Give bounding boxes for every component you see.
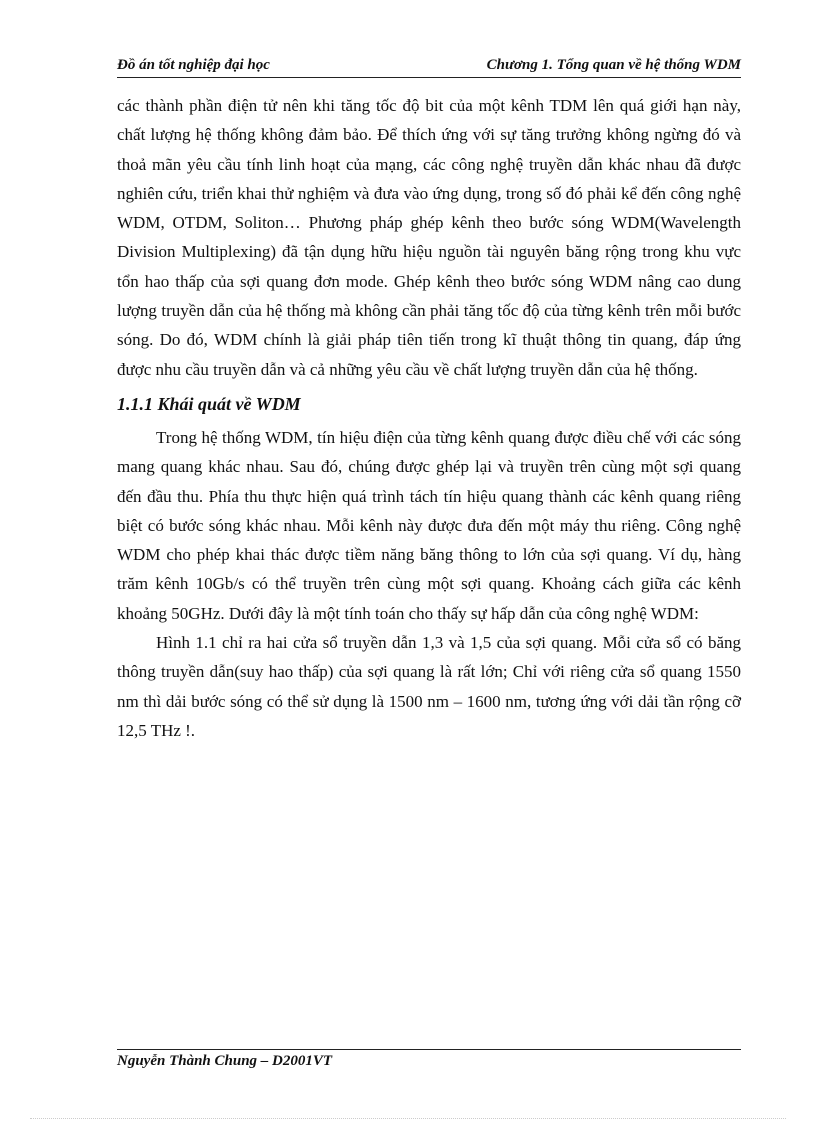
header-right-chapter: Chương 1. Tổng quan về hệ thống WDM xyxy=(486,57,741,73)
page-header xyxy=(117,50,741,78)
section-heading: 1.1.1 Khái quát về WDM xyxy=(117,393,301,414)
page-content xyxy=(117,91,741,745)
footer-divider xyxy=(117,1049,741,1050)
paragraph-3: Hình 1.1 chỉ ra hai cửa sổ truyền dẫn 1,3 và 1,5 của sợi quang. Mỗi cửa sổ có băng thông truyền dẫn(suy hao thấp) của sợi quang là rất lớn; Chỉ với riêng cửa sổ quang 1550 nm thì dải bước sóng có thể sử dụng là 1500 nm – 1600 nm, tương ứng với dải tần rộng cỡ 12,5 THz !. xyxy=(117,633,741,740)
header-left-title: Đồ án tốt nghiệp đại học xyxy=(117,57,270,73)
page-bottom-edge xyxy=(30,1118,786,1119)
paragraph-2: Trong hệ thống WDM, tín hiệu điện của từng kênh quang được điều chế với các sóng mang quang khác nhau. Sau đó, chúng được ghép lại và truyền trên cùng một sợi quang đến đầu thu. Phía thu thực hiện quá trình tách tín hiệu quang thành các kênh quang riêng biệt có bước sóng khác nhau. Mỗi kênh này được đưa đến một máy thu riêng. Công nghệ WDM cho phép khai thác được tiềm năng băng thông to lớn của sợi quang. Ví dụ, hàng trăm kênh 10Gb/s có thể truyền trên cùng một sợi quang. Khoảng cách giữa các kênh khoảng 50GHz. Dưới đây là một tính toán cho thấy sự hấp dẫn của công nghệ WDM: xyxy=(117,427,741,623)
page-footer: Nguyễn Thành Chung – D2001VT xyxy=(117,1053,333,1069)
paragraph-1: các thành phần điện tử nên khi tăng tốc độ bit của một kênh TDM lên quá giới hạn này, chất lượng hệ thống không đảm bảo. Để thích ứng với sự tăng trưởng không ngừng đó và thoả mãn yêu cầu tính linh hoạt của mạng, các công nghệ truyền dẫn khác nhau đã được nghiên cứu, triển khai thử nghiệm và đưa vào ứng dụng, trong số đó phải kể đến công nghệ WDM, OTDM, Soliton… Phương pháp ghép kênh theo bước sóng WDM(Wavelength Division Multiplexing) đã tận dụng hữu hiệu nguồn tài nguyên băng rộng trong khu vực tổn hao thấp của sợi quang đơn mode. Ghép kênh theo bước sóng WDM nâng cao dung lượng truyền dẫn của hệ thống mà không cần phải tăng tốc độ của từng kênh trên mỗi bước sóng. Do đó, WDM chính là giải pháp tiên tiến trong kĩ thuật thông tin quang, đáp ứng được nhu cầu truyền dẫn và cả những yêu cầu về chất lượng truyền dẫn của hệ thống. xyxy=(117,96,741,379)
